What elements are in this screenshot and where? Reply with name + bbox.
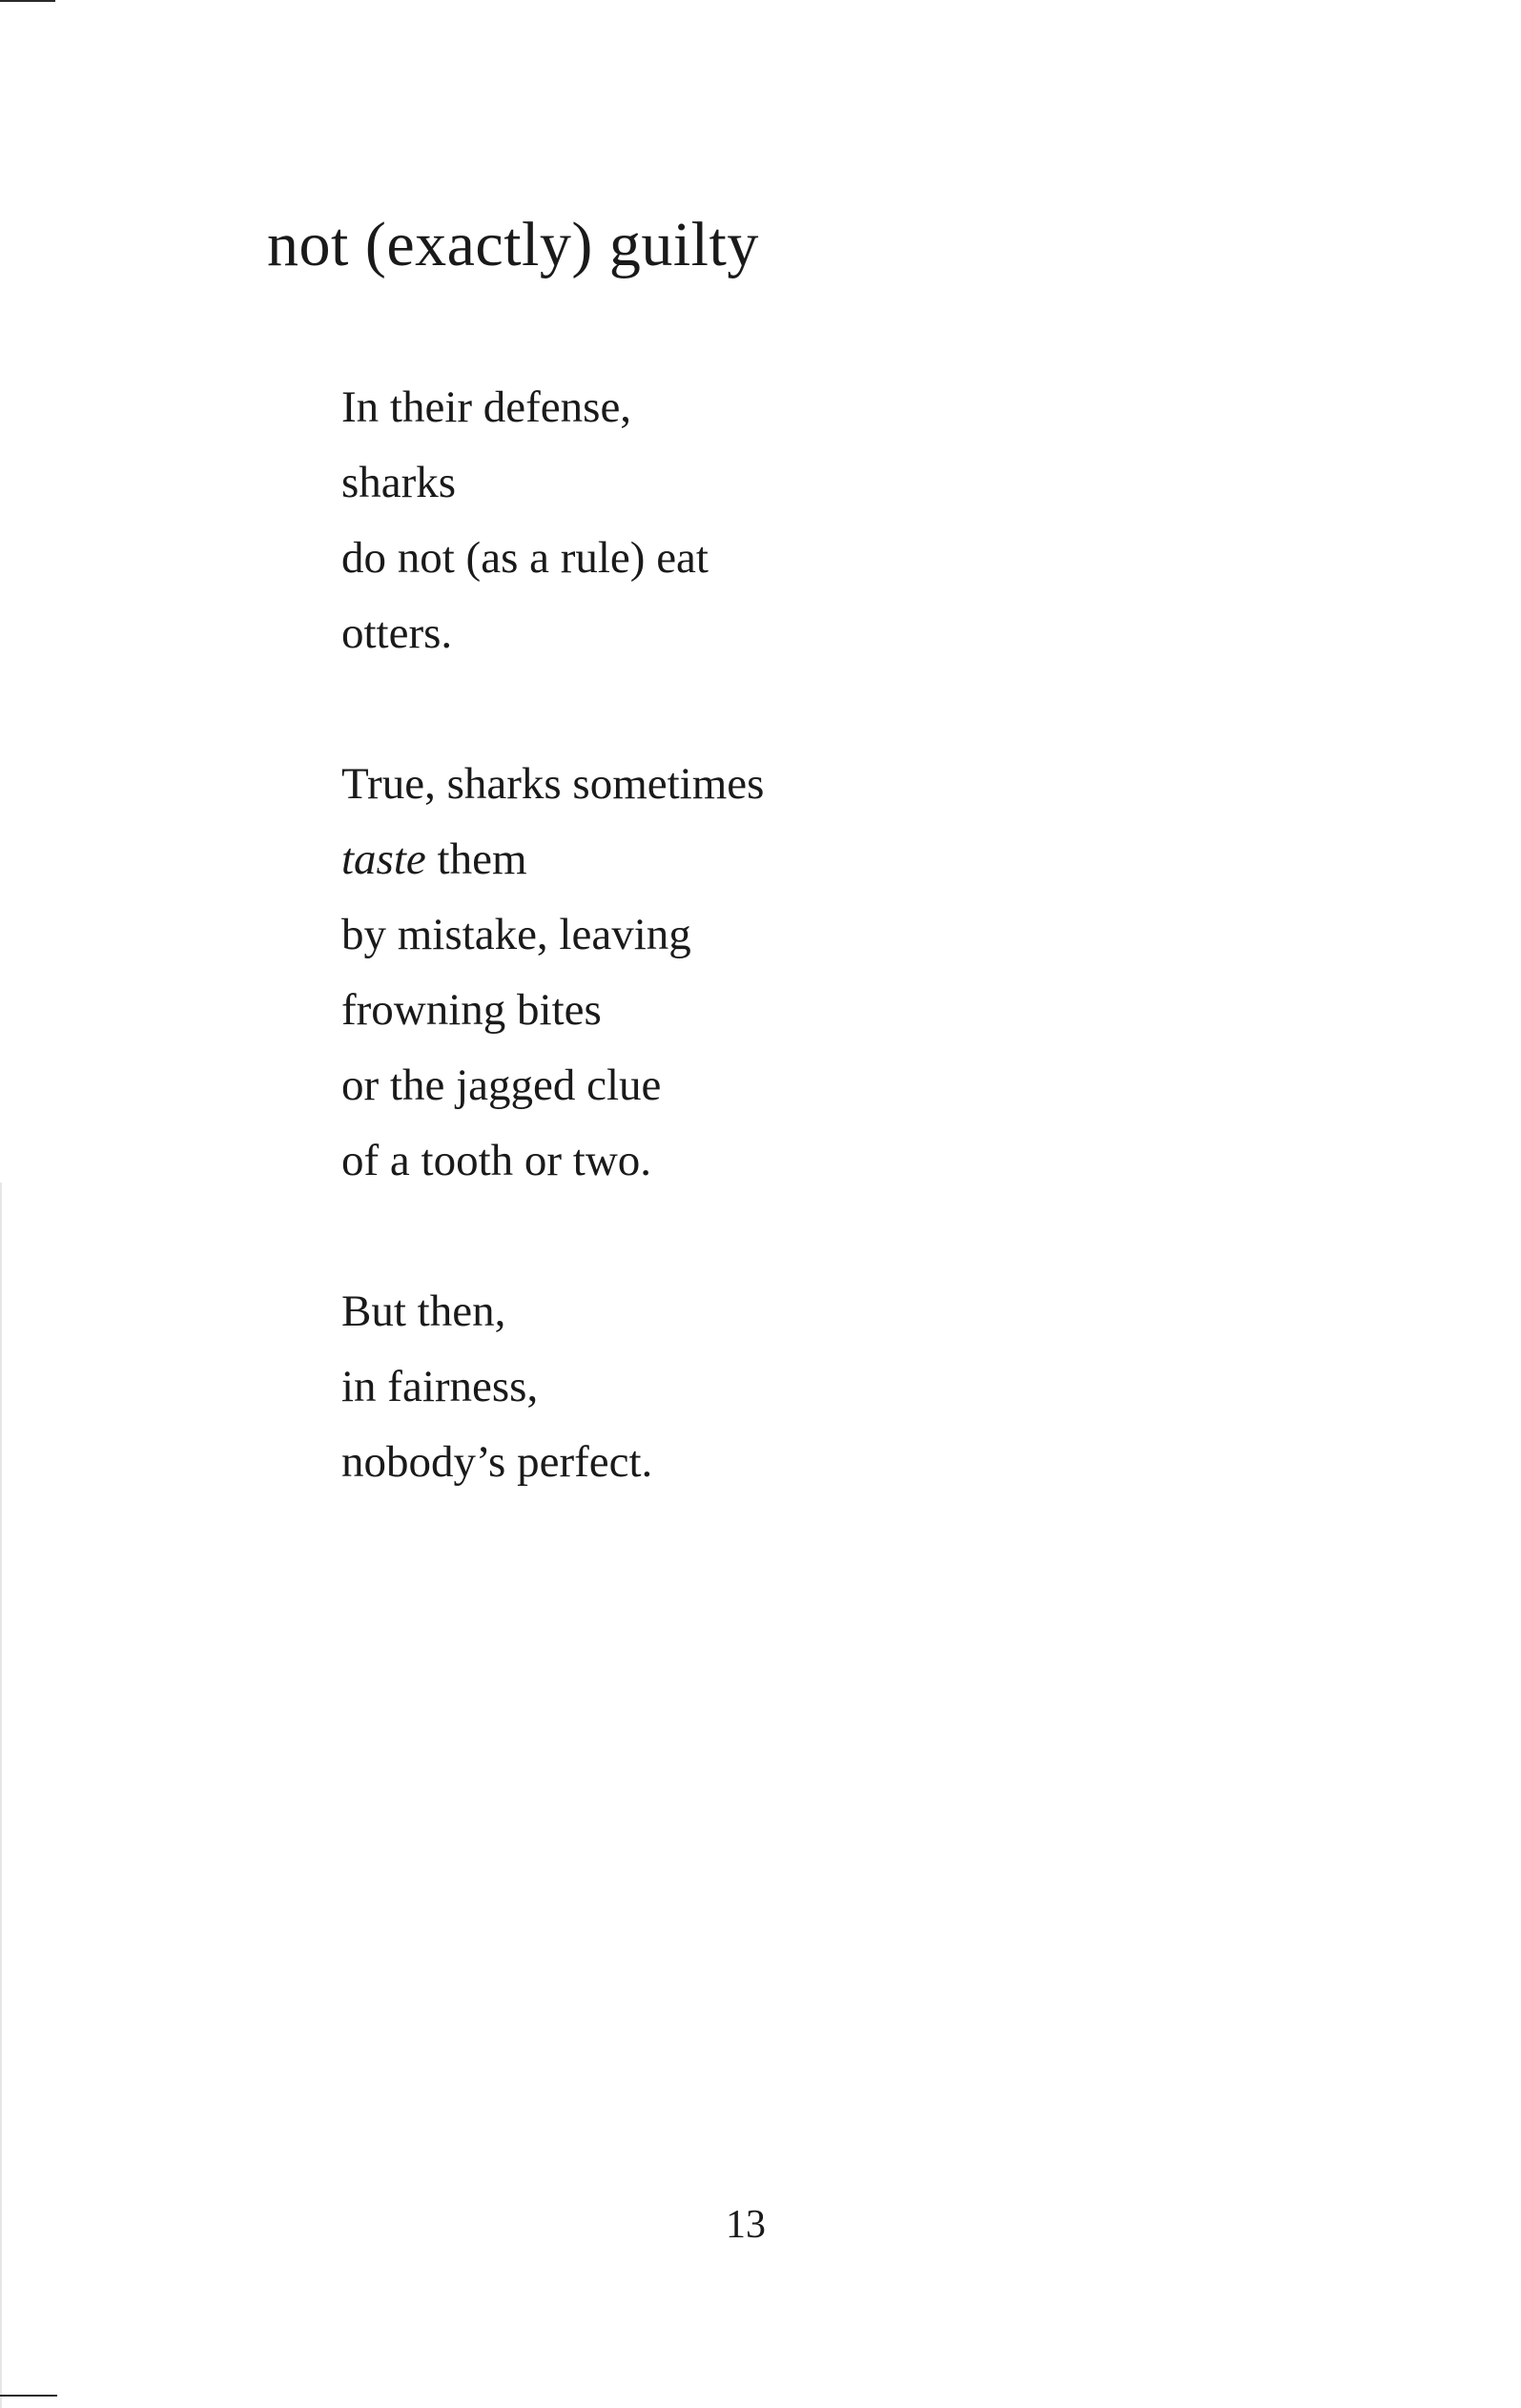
poem-line: by mistake, leaving xyxy=(341,910,691,959)
scan-edge-mark-top xyxy=(0,0,55,2)
poem-line: sharks xyxy=(341,458,457,507)
poem-title: not (exactly) guilty xyxy=(267,210,759,279)
poem-line: True, sharks sometimes xyxy=(341,759,765,809)
poem-line: frowning bites xyxy=(341,985,602,1035)
poem-line: nobody’s perfect. xyxy=(341,1437,653,1487)
scan-edge-mark-bottom xyxy=(0,2395,57,2397)
poem-line: in fairness, xyxy=(341,1362,539,1411)
poem-line xyxy=(341,822,1295,897)
page-number: 13 xyxy=(726,2203,766,2247)
poem-line: or the jagged clue xyxy=(341,1060,662,1110)
stanza-3 xyxy=(341,1274,1295,1500)
poem-line: do not (as a rule) eat xyxy=(341,533,709,583)
poem-line: of a tooth or two. xyxy=(341,1136,652,1185)
line-rest: them xyxy=(425,834,527,884)
stanza-1 xyxy=(341,370,1295,671)
stanza-2 xyxy=(341,747,1295,1199)
poem-line: In their defense, xyxy=(341,382,632,432)
poem-line: otters. xyxy=(341,608,453,658)
scan-edge-mark-left xyxy=(0,1183,2,2408)
poem-line: But then, xyxy=(341,1286,506,1336)
italic-word: taste xyxy=(341,834,426,884)
poem-body xyxy=(341,370,1295,1575)
